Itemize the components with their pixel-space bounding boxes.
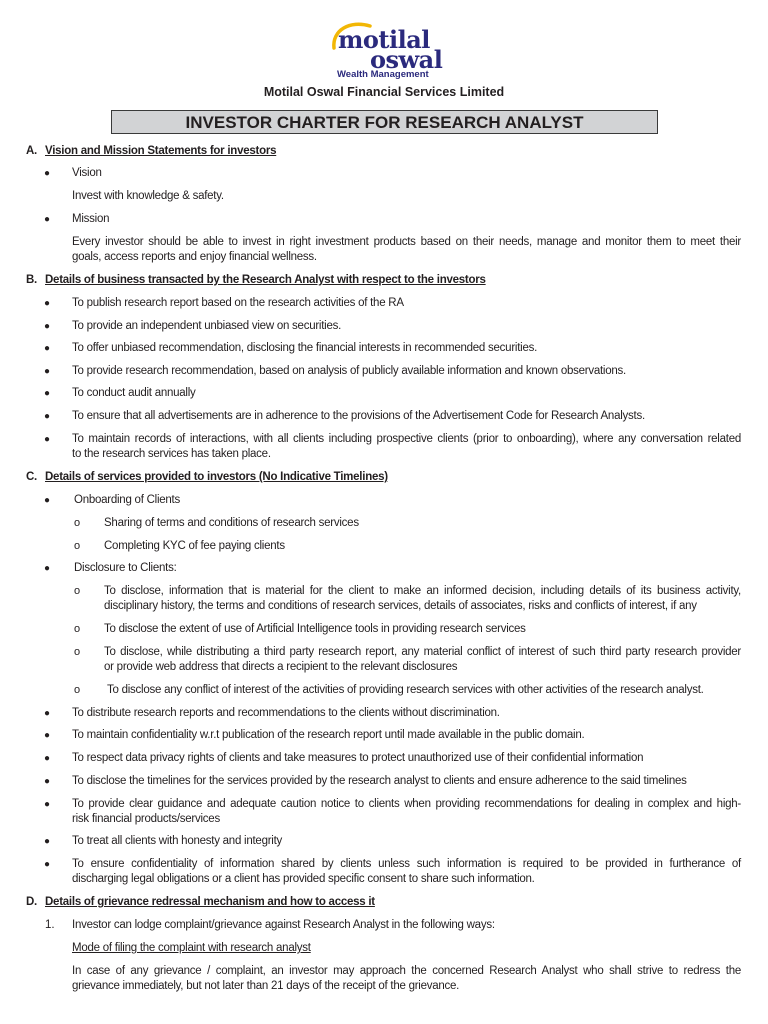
section-letter: B. bbox=[26, 274, 37, 286]
sub-list-item-line-2: disciplinary history, the terms and conditions of research services, details of associates, risks and conflicts of interest, if any bbox=[104, 600, 697, 612]
sub-list-item: To disclose any conflict of interest of the activities of providing research services with other activities of the research analyst. bbox=[107, 684, 704, 696]
section-title: Vision and Mission Statements for investors bbox=[45, 145, 277, 157]
sub-bullet-icon: o bbox=[74, 517, 81, 529]
bullet-icon: ● bbox=[44, 859, 51, 870]
list-item: Investor can lodge complaint/grievance against Research Analyst in the following ways: bbox=[72, 919, 495, 931]
section-title: Details of business transacted by the Research Analyst with respect to the investors bbox=[45, 274, 486, 286]
sub-bullet-icon: o bbox=[74, 646, 81, 658]
list-item: To treat all clients with honesty and integrity bbox=[72, 835, 283, 847]
bullet-icon: ● bbox=[44, 434, 51, 445]
list-item: To publish research report based on the research activities of the RA bbox=[72, 297, 404, 309]
section-letter: C. bbox=[26, 471, 37, 483]
bullet-icon: ● bbox=[44, 411, 51, 422]
sub-bullet-icon: o bbox=[74, 684, 81, 696]
sub-list-item-line-1: To disclose, information that is material for the client to make an informed decision, including details of its business activity, bbox=[104, 585, 741, 597]
bullet-icon: ● bbox=[44, 836, 51, 847]
list-item: To distribute research reports and recommendations to the clients without discrimination. bbox=[72, 707, 500, 719]
sub-list-item: To disclose the extent of use of Artificial Intelligence tools in providing research services bbox=[104, 623, 526, 635]
bullet-icon: ● bbox=[44, 495, 51, 506]
section-title: Details of services provided to investors (No Indicative Timelines) bbox=[45, 471, 388, 483]
mode-heading: Mode of filing the complaint with research analyst bbox=[72, 942, 311, 954]
bullet-icon: ● bbox=[44, 321, 51, 332]
list-item: To maintain confidentiality w.r.t publication of the research report until made available in the public domain. bbox=[72, 729, 585, 741]
bullet-icon: ● bbox=[44, 388, 51, 399]
vision-label: Vision bbox=[72, 167, 102, 179]
list-item: To ensure that all advertisements are in adherence to the provisions of the Advertisement Code for Research Analysts. bbox=[72, 410, 645, 422]
list-item-line-2: risk financial products/services bbox=[72, 813, 220, 825]
sub-bullet-icon: o bbox=[74, 585, 81, 597]
sub-bullet-icon: o bbox=[74, 540, 81, 552]
bullet-icon: ● bbox=[44, 366, 51, 377]
logo-text-motilal: motilal bbox=[338, 25, 430, 54]
mission-text-line-1: Every investor should be able to invest in right investment products based on their needs, manage and monitor them to meet their bbox=[72, 236, 741, 248]
bullet-icon: ● bbox=[44, 753, 51, 764]
grievance-text-line-2: grievance immediately, but not later than 21 days of the receipt of the grievance. bbox=[72, 980, 460, 992]
disclosure-label: Disclosure to Clients: bbox=[74, 562, 177, 574]
document-title: INVESTOR CHARTER FOR RESEARCH ANALYST bbox=[111, 110, 658, 134]
sub-list-item: Completing KYC of fee paying clients bbox=[104, 540, 285, 552]
list-item: To offer unbiased recommendation, disclosing the financial interests in recommended securities. bbox=[72, 342, 538, 354]
bullet-icon: ● bbox=[44, 168, 51, 179]
section-title: Details of grievance redressal mechanism and how to access it bbox=[45, 896, 375, 908]
bullet-icon: ● bbox=[44, 730, 51, 741]
list-item: To conduct audit annually bbox=[72, 387, 196, 399]
mission-label: Mission bbox=[72, 213, 110, 225]
bullet-icon: ● bbox=[44, 708, 51, 719]
list-item-line-2: discharging legal obligations or a client has provided specific consent to share such information. bbox=[72, 873, 535, 885]
onboarding-label: Onboarding of Clients bbox=[74, 494, 180, 506]
bullet-icon: ● bbox=[44, 563, 51, 574]
list-item-line-1: To maintain records of interactions, with all clients including prospective clients (prior to onboarding), where any conversation related bbox=[72, 433, 741, 445]
bullet-icon: ● bbox=[44, 343, 51, 354]
bullet-icon: ● bbox=[44, 298, 51, 309]
logo-text-oswal: oswal bbox=[370, 45, 443, 74]
section-letter: A. bbox=[26, 145, 37, 157]
motilal-oswal-logo bbox=[326, 22, 446, 80]
company-name: Motilal Oswal Financial Services Limited bbox=[263, 85, 505, 99]
list-item: To respect data privacy rights of clients and take measures to protect unauthorized use of their confidential information bbox=[72, 752, 644, 764]
section-letter: D. bbox=[26, 896, 37, 908]
logo-subtitle: Wealth Management bbox=[337, 69, 429, 80]
grievance-text-line-1: In case of any grievance / complaint, an investor may approach the concerned Research Analyst who shall strive to redress the bbox=[72, 965, 741, 977]
list-item: To provide research recommendation, based on analysis of publicly available information and known observations. bbox=[72, 365, 626, 377]
bullet-icon: ● bbox=[44, 799, 51, 810]
sub-list-item: Sharing of terms and conditions of research services bbox=[104, 517, 359, 529]
vision-text: Invest with knowledge & safety. bbox=[72, 190, 224, 202]
list-item: To provide an independent unbiased view on securities. bbox=[72, 320, 342, 332]
sub-list-item-line-1: To disclose, while distributing a third party research report, any material conflict of interest of such third party research provider bbox=[104, 646, 741, 658]
list-item-line-1: To provide clear guidance and adequate caution notice to clients when providing recommendations for dealing in complex and high- bbox=[72, 798, 741, 810]
list-item-line-2: to the research services has taken place. bbox=[72, 448, 271, 460]
sub-list-item-line-2: or provide web address that directs a recipient to the relevant disclosures bbox=[104, 661, 458, 673]
list-item: To disclose the timelines for the services provided by the research analyst to clients and ensure adherence to the said timelines bbox=[72, 775, 687, 787]
bullet-icon: ● bbox=[44, 214, 51, 225]
sub-bullet-icon: o bbox=[74, 623, 81, 635]
list-item-line-1: To ensure confidentiality of information shared by clients unless such information is required to be provided in furtherance of bbox=[72, 858, 741, 870]
mission-text-line-2: goals, access reports and enjoy financial wellness. bbox=[72, 251, 317, 263]
bullet-icon: ● bbox=[44, 776, 51, 787]
list-number: 1. bbox=[45, 919, 55, 931]
